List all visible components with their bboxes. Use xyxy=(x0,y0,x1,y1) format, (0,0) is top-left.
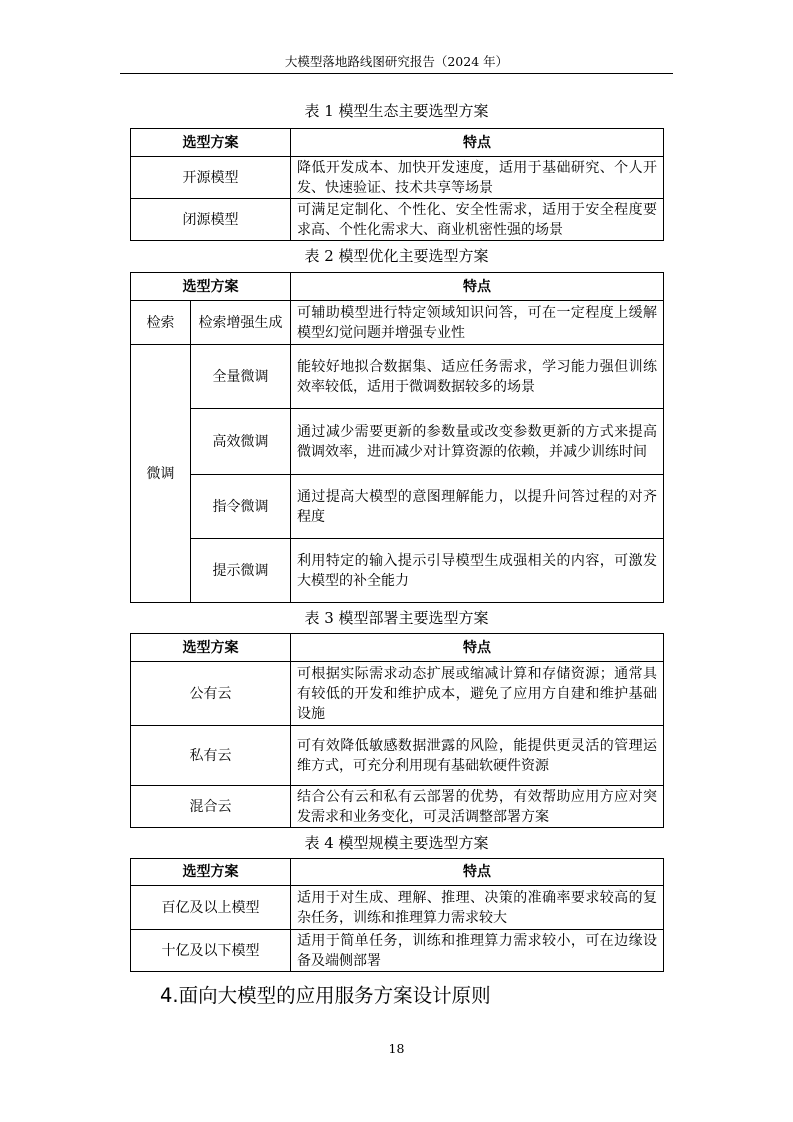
table1 xyxy=(130,128,664,241)
option-feature: 可根据实际需求动态扩展或缩减计算和存储资源；通常具有较低的开发和维护成本，避免了应用方自建和维护基础设施 xyxy=(291,662,664,726)
option-name: 高效微调 xyxy=(191,409,291,475)
table3 xyxy=(130,633,664,828)
table-header-row xyxy=(131,273,664,301)
table-row xyxy=(131,409,664,475)
table-row xyxy=(131,726,664,786)
header-rule xyxy=(120,73,673,74)
option-feature: 通过提高大模型的意图理解能力，以提升问答过程的对齐程度 xyxy=(291,475,664,539)
table4-caption: 表 4 模型规模主要选型方案 xyxy=(304,834,489,852)
table-row xyxy=(131,786,664,828)
table-row xyxy=(131,199,664,241)
col-header-option: 选型方案 xyxy=(131,859,291,886)
table4 xyxy=(130,858,664,972)
option-feature: 可满足定制化、个性化、安全性需求，适用于安全程度要求高、个性化需求大、商业机密性强的场景 xyxy=(291,199,664,241)
option-feature: 可辅助模型进行特定领域知识问答，可在一定程度上缓解模型幻觉问题并增强专业性 xyxy=(291,301,664,345)
option-name: 百亿及以上模型 xyxy=(131,886,291,930)
table-row xyxy=(131,157,664,199)
col-header-feature: 特点 xyxy=(291,273,664,301)
col-header-feature: 特点 xyxy=(291,859,664,886)
option-name: 全量微调 xyxy=(191,345,291,409)
option-feature: 能较好地拟合数据集、适应任务需求，学习能力强但训练效率较低，适用于微调数据较多的场景 xyxy=(291,345,664,409)
page-number: 18 xyxy=(388,1041,405,1056)
group-finetune: 微调 xyxy=(131,345,191,603)
option-feature: 结合公有云和私有云部署的优势，有效帮助应用方应对突发需求和业务变化，可灵活调整部署方案 xyxy=(291,786,664,828)
col-header-feature: 特点 xyxy=(291,634,664,662)
option-name: 闭源模型 xyxy=(131,199,291,241)
option-feature: 可有效降低敏感数据泄露的风险，能提供更灵活的管理运维方式，可充分利用现有基础软硬件资源 xyxy=(291,726,664,786)
option-name: 开源模型 xyxy=(131,157,291,199)
option-name: 提示微调 xyxy=(191,539,291,603)
option-name: 指令微调 xyxy=(191,475,291,539)
option-name: 私有云 xyxy=(131,726,291,786)
col-header-feature: 特点 xyxy=(291,129,664,157)
running-header: 大模型落地路线图研究报告（2024 年） xyxy=(284,54,509,69)
option-name: 十亿及以下模型 xyxy=(131,930,291,972)
table-row xyxy=(131,301,664,345)
table-header-row xyxy=(131,129,664,157)
option-feature: 利用特定的输入提示引导模型生成强相关的内容，可激发大模型的补全能力 xyxy=(291,539,664,603)
table2 xyxy=(130,272,664,603)
option-name: 检索增强生成 xyxy=(191,301,291,345)
table3-caption: 表 3 模型部署主要选型方案 xyxy=(304,609,489,627)
table-row xyxy=(131,475,664,539)
table-row xyxy=(131,662,664,726)
group-retrieval: 检索 xyxy=(131,301,191,345)
table-row xyxy=(131,930,664,972)
option-feature: 降低开发成本、加快开发速度，适用于基础研究、个人开发、快速验证、技术共享等场景 xyxy=(291,157,664,199)
option-name: 公有云 xyxy=(131,662,291,726)
table2-caption: 表 2 模型优化主要选型方案 xyxy=(304,247,489,265)
option-feature: 适用于简单任务，训练和推理算力需求较小，可在边缘设备及端侧部署 xyxy=(291,930,664,972)
option-name: 混合云 xyxy=(131,786,291,828)
table-row xyxy=(131,345,664,409)
table1-caption: 表 1 模型生态主要选型方案 xyxy=(304,102,489,120)
table-header-row xyxy=(131,859,664,886)
option-feature: 通过减少需要更新的参数量或改变参数更新的方式来提高微调效率，进而减少对计算资源的依赖，并减少训练时间 xyxy=(291,409,664,475)
col-header-option: 选型方案 xyxy=(131,129,291,157)
col-header-option: 选型方案 xyxy=(131,273,291,301)
table-row xyxy=(131,539,664,603)
section-heading: 4.面向大模型的应用服务方案设计原则 xyxy=(160,984,491,1007)
col-header-option: 选型方案 xyxy=(131,634,291,662)
table-row xyxy=(131,886,664,930)
option-feature: 适用于对生成、理解、推理、决策的准确率要求较高的复杂任务，训练和推理算力需求较大 xyxy=(291,886,664,930)
table-header-row xyxy=(131,634,664,662)
